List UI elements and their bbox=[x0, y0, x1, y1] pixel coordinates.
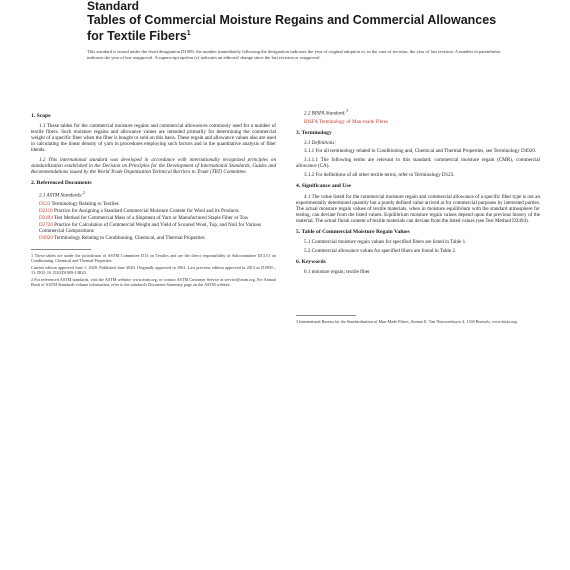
reference-title: Practice for Assigning a Standard Commercial Moisture Content for Wool and its Products bbox=[53, 207, 239, 214]
subsection-heading bbox=[296, 108, 540, 117]
standard-label: Standard bbox=[87, 0, 140, 13]
reference-title: Test Method for Commercial Mass of a Shipment of Yarn or Manufactured Staple Fiber or Tow bbox=[54, 214, 249, 221]
title-text: Tables of Commercial Moisture Regains and Commercial Allowances for Textile Fibers bbox=[87, 13, 497, 44]
reference-item[interactable] bbox=[31, 201, 276, 207]
footnote-mark: 2 bbox=[82, 189, 85, 195]
title-footnote-mark: 1 bbox=[186, 30, 191, 37]
reference-title: Terminology Relating to Textiles bbox=[51, 200, 119, 207]
reference-item[interactable] bbox=[31, 222, 276, 234]
paragraph: 5.1 Commercial moisture regain values for specified fibers are listed in Table 1. bbox=[304, 239, 467, 246]
reference-code-link[interactable]: D2118 bbox=[39, 207, 53, 214]
section-heading: 3. Terminology bbox=[296, 129, 332, 136]
footnote: 1 These tables are under the jurisdiction of ASTM Committee D13 on Textiles and are the direct responsibility of Subcommittee D13.51 on Conditioning, Chemical and Thermal Properties. bbox=[31, 253, 276, 264]
paragraph: 4.1 The value listed for the commercial moisture regain and commercial allowance of a specific fiber type is not an experimentally determined quantity but a purely defined value arrived at for commercial purposes by interested parties. The actual moisture regain values of textile materials, when in moisture equilibrium with the standard atmosphere for testing, can deviate from the listed values. Equilibrium moisture regain values depend upon the previous history of the material. The actual finish content of textile materials can deviate from the listed values (see Test Method D2494). bbox=[296, 193, 540, 224]
section-heading: 2. Referenced Documents bbox=[31, 179, 92, 186]
document-title bbox=[87, 13, 507, 43]
section-heading: 6. Keywords bbox=[296, 259, 326, 266]
subsection-heading bbox=[31, 190, 276, 199]
reference-title: Terminology Relating to Conditioning, Chemical, and Thermal Properties bbox=[54, 235, 205, 242]
paragraph: 1.1 These tables for the commercial moisture regains and commercial allowances commonly used for a number of textile fibers. Such moisture regains and allowance values are intended primarily for determining the commercial weight of a specific fiber when the fiber is bought or sold on this basis. These regain and allowance values also are used in calculating the linear density of yarn in procedures employing such factors and in the quantitative analysis of fiber blends. bbox=[31, 123, 276, 154]
subsection-text: 2.2 BISFA Standard: bbox=[304, 110, 346, 117]
reference-code-link[interactable]: D123 bbox=[39, 200, 51, 207]
paragraph: 3.1.1 For all terminology related to Conditioning and, Chemical and Thermal Properties, see Terminology D4920. bbox=[304, 148, 537, 155]
paragraph: 3.1.1.1 The following terms are relevant to this standard: commercial moisture regain (CMR), commercial allowance (CA). bbox=[296, 157, 540, 170]
bisfa-reference-link[interactable]: BISFA Terminology of Man-made Fibres bbox=[304, 118, 389, 125]
footnote-divider bbox=[31, 249, 91, 250]
section-heading: 1. Scope bbox=[31, 113, 51, 119]
reference-item[interactable] bbox=[31, 208, 276, 214]
section-heading: 4. Significance and Use bbox=[296, 183, 352, 190]
paragraph: 3.1.2 For definitions of all other textile terms, refer to Terminology D123. bbox=[304, 172, 455, 179]
right-column bbox=[296, 108, 540, 326]
paragraph: 6.1 moisture regain; textile fiber bbox=[304, 269, 370, 276]
section-heading: 5. Table of Commercial Moisture Regain Values bbox=[296, 229, 410, 235]
footnote: 2 For referenced ASTM standards, visit the ASTM website, www.astm.org, or contact ASTM Customer Service at service@astm.org. For Annual Book of ASTM Standards volume information, refer to the standard's Document Summary page on the ASTM website. bbox=[31, 277, 276, 288]
footnote-mark: 3 bbox=[345, 108, 349, 113]
reference-code-link[interactable]: D4920 bbox=[39, 235, 53, 242]
paragraph: 5.2 Commercial allowance values for specified fibers are found in Table 2. bbox=[304, 248, 457, 255]
reference-title: Practice for Calculation of Commercial Weight and Yield of Scoured Wool, Top, and Noil for Various Commercial Compositions bbox=[39, 222, 262, 235]
reference-item[interactable] bbox=[31, 235, 276, 241]
footnote-divider bbox=[296, 315, 356, 316]
reference-code-link[interactable]: D2494 bbox=[39, 214, 53, 221]
subsection-heading: 3.1 Definitions: bbox=[304, 139, 336, 146]
left-column bbox=[31, 108, 276, 289]
footnote: Current edition approved June 1, 2020. Published June 2020. Originally approved in 1961. Last previous edition approved in 2013 as D1909 – 13. DOI: 10.1520/D1909-13R20. bbox=[31, 265, 276, 276]
reference-item[interactable] bbox=[31, 215, 276, 221]
document-header bbox=[87, 0, 507, 60]
footnote: 3 International Bureau for the Standardisation of Man-Made Fibres, Avenue E. Van Nieuwenhuyse 4, 1160 Brussels, www.bisfa.org. bbox=[296, 319, 518, 325]
reference-code-link[interactable]: D2720 bbox=[39, 222, 53, 228]
paragraph: 1.2 This international standard was developed in accordance with internationally recognized principles on standardization established in the Decision on Principles for the Development of International Standards, Guides and Recommendations issued by the World Trade Organization Technical Barriers to Trade (TBT) Committee. bbox=[31, 156, 276, 175]
subsection-text: 2.1 ASTM Standards: bbox=[39, 192, 83, 199]
designation-note: This standard is issued under the fixed designation D1909; the number immediately following the designation indicates the year of original adoption or, in the case of revision, the year of last revision. A number in parentheses indicates the year of last reapproval. A superscript epsilon (ε) indicates an editorial change since the last revision or reapproval. bbox=[87, 49, 501, 60]
